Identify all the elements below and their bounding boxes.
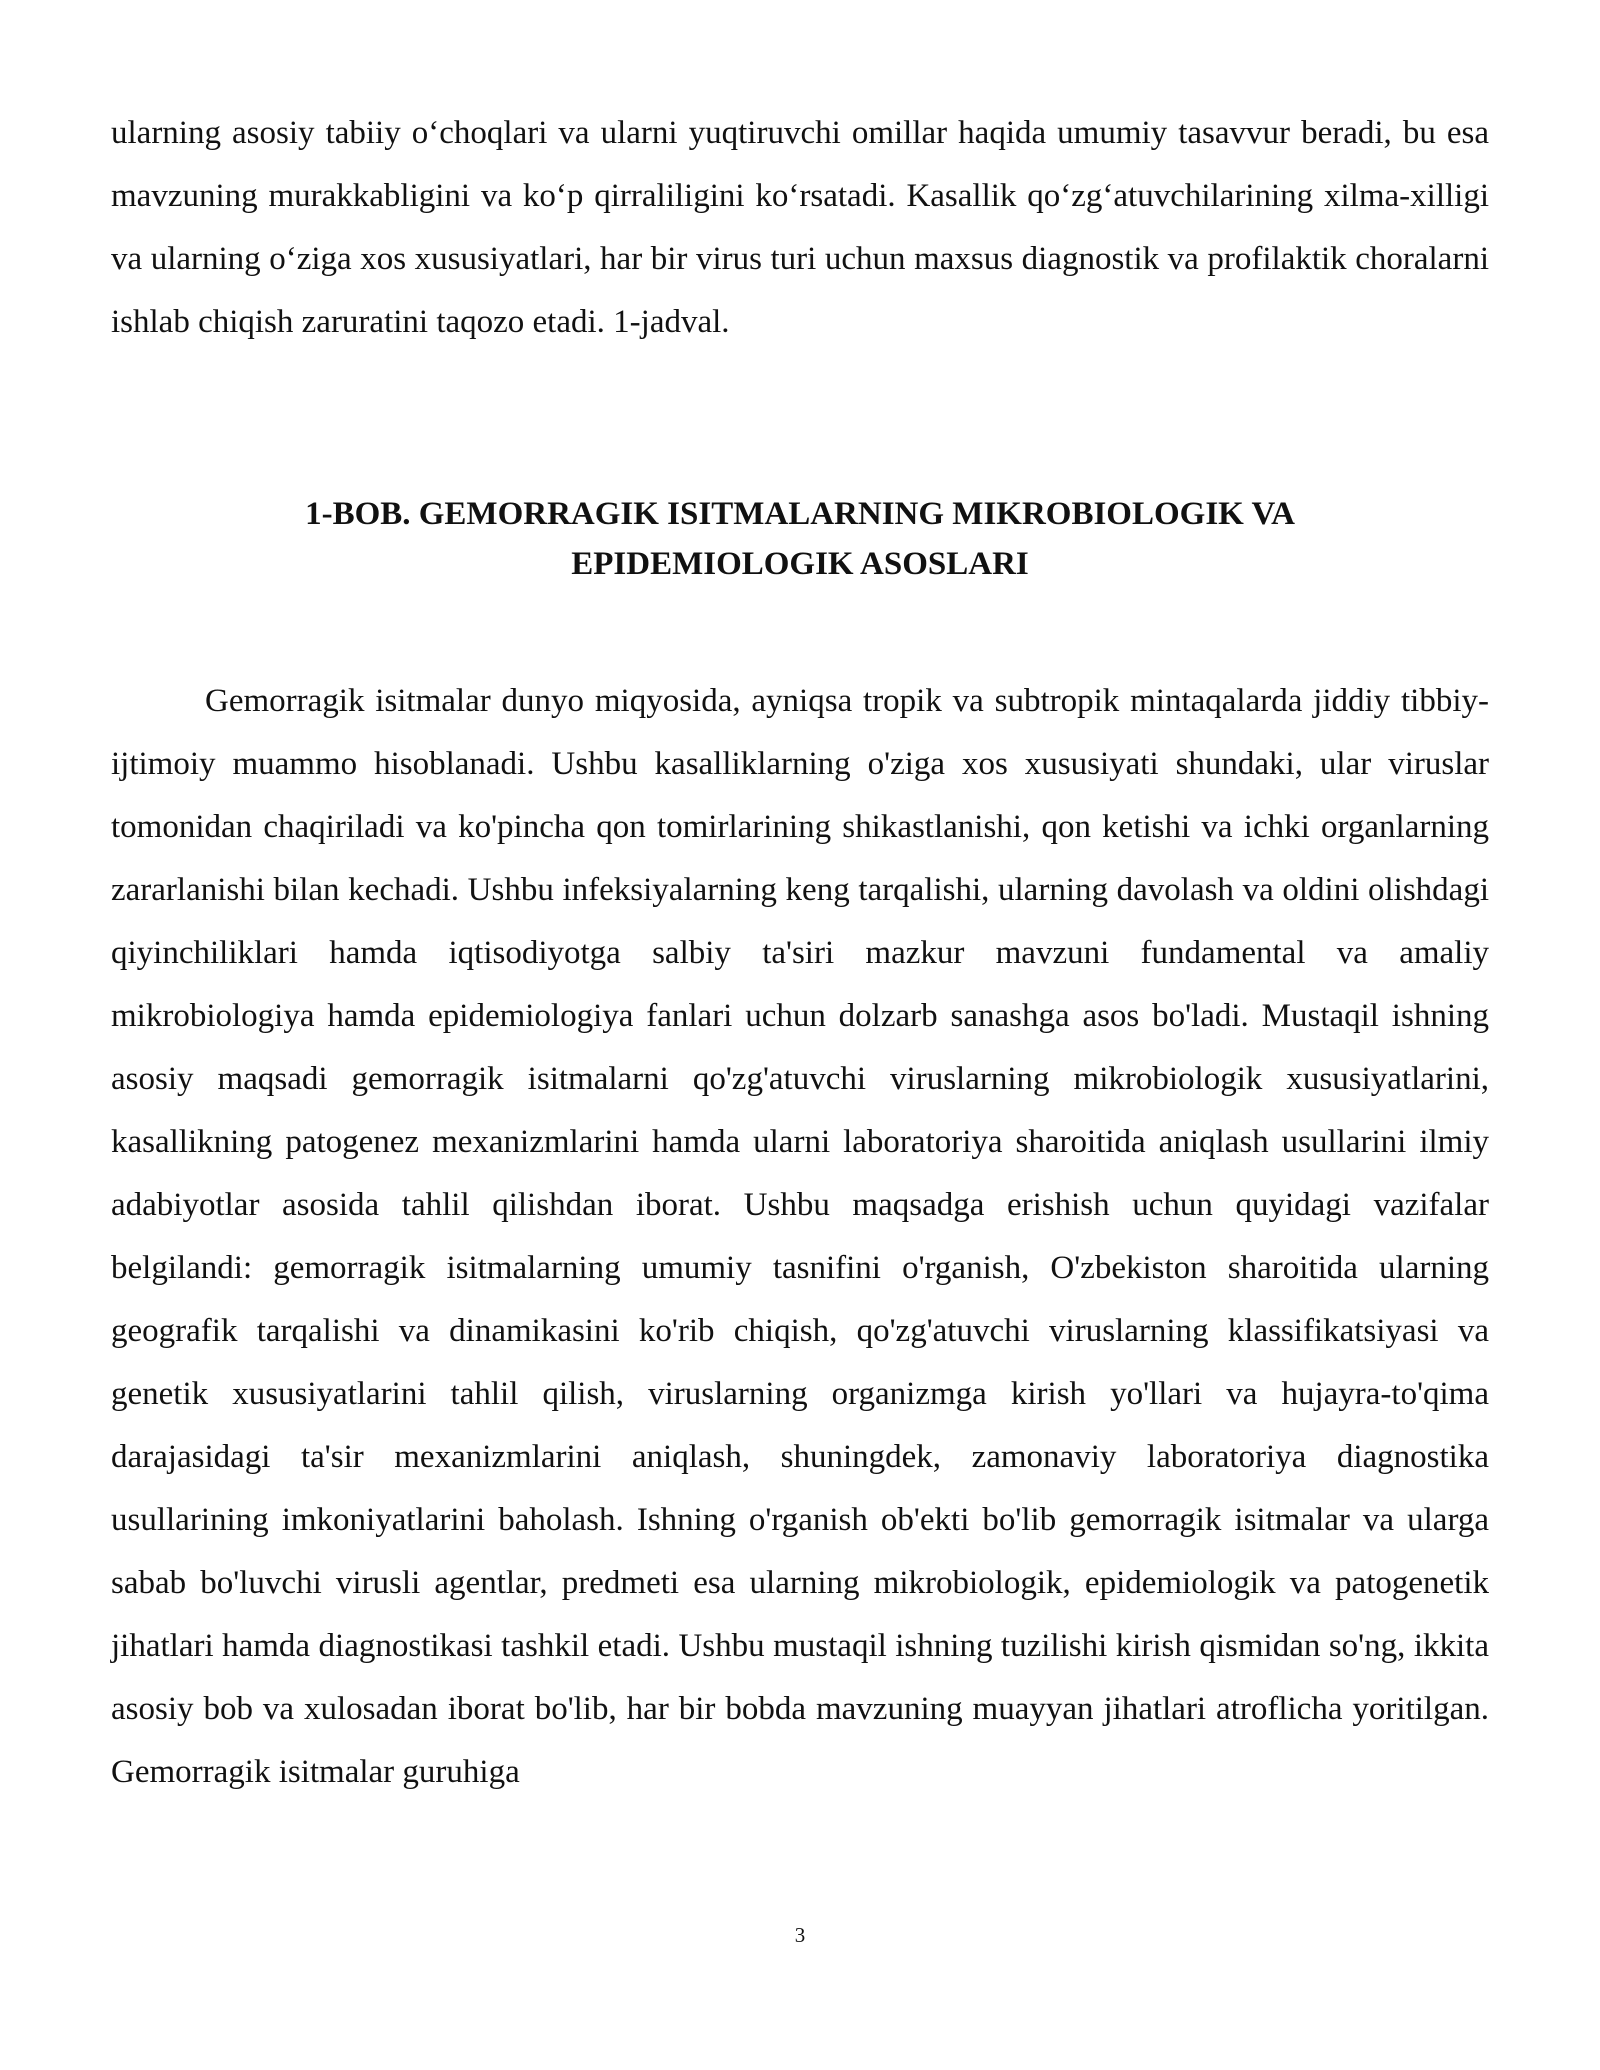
page-number: 3	[794, 1923, 806, 1947]
paragraph-body: Gemorragik isitmalar dunyo miqyosida, ayniqsa tropik va subtropik mintaqalarda jiddiy tibbiy-ijtimoiy muammo hisoblanadi. Ushbu kasalliklarning o'ziga xos xususiyati shundaki, ular viruslar tomonidan chaqiriladi va ko'pincha qon tomirlarining shikastlanishi, qon ketishi va ichki organlarning zararlanishi bilan kechadi. Ushbu infeksiyalarning keng tarqalishi, ularning davolash va oldini olishdagi qiyinchiliklari hamda iqtisodiyotga salbiy ta'siri mazkur mavzuni fundamental va amaliy mikrobiologiya hamda epidemiologiya fanlari uchun dolzarb sanashga asos bo'ladi. Mustaqil ishning asosiy maqsadi gemorragik isitmalarni qo'zg'atuvchi viruslarning mikrobiologik xususiyatlarini, kasallikning patogenez mexanizmlarini hamda ularni laboratoriya sharoitida aniqlash usullarini ilmiy adabiyotlar asosida tahlil qilishdan iborat. Ushbu maqsadga erishish uchun quyidagi vazifalar belgilandi: gemorragik isitmalarning umumiy tasnifini o'rganish, O'zbekiston sharoitida ularning geografik tarqalishi va dinamikasini ko'rib chiqish, qo'zg'atuvchi viruslarning klassifikatsiyasi va genetik xususiyatlarini tahlil qilish, viruslarning organizmga kirish yo'llari va hujayra-to'qima darajasidagi ta'sir mexanizmlarini aniqlash, shuningdek, zamonaviy laboratoriya diagnostika usullarining imkoniyatlarini baholash. Ishning o'rganish ob'ekti bo'lib gemorragik isitmalar va ularga sabab bo'luvchi virusli agentlar, predmeti esa ularning mikrobiologik, epidemiologik va patogenetik jihatlari hamda diagnostikasi tashkil etadi. Ushbu mustaqil ishning tuzilishi kirish qismidan so'ng, ikkita asosiy bob va xulosadan iborat bo'lib, har bir bobda mavzuning muayyan jihatlari atroflicha yoritilgan. Gemorragik isitmalar guruhiga	[111, 683, 1489, 1790]
chapter-heading-line-1: 1-BOB. GEMORRAGIK ISITMALARNING MIKROBIOLOGIK VA	[305, 496, 1295, 532]
chapter-heading-line-2: EPIDEMIOLOGIK ASOSLARI	[571, 546, 1029, 582]
chapter-heading	[111, 489, 1489, 589]
paragraph-continuation: ularning asosiy tabiiy o‘choqlari va ularni yuqtiruvchi omillar haqida umumiy tasavvur beradi, bu esa mavzuning murakkabligini va ko‘p qirraliligini ko‘rsatadi. Kasallik qo‘zg‘atuvchilarining xilma-xilligi va ularning o‘ziga xos xususiyatlari, har bir virus turi uchun maxsus diagnostik va profilaktik choralarni ishlab chiqish zaruratini taqozo etadi. 1-jadval.	[111, 115, 1489, 340]
